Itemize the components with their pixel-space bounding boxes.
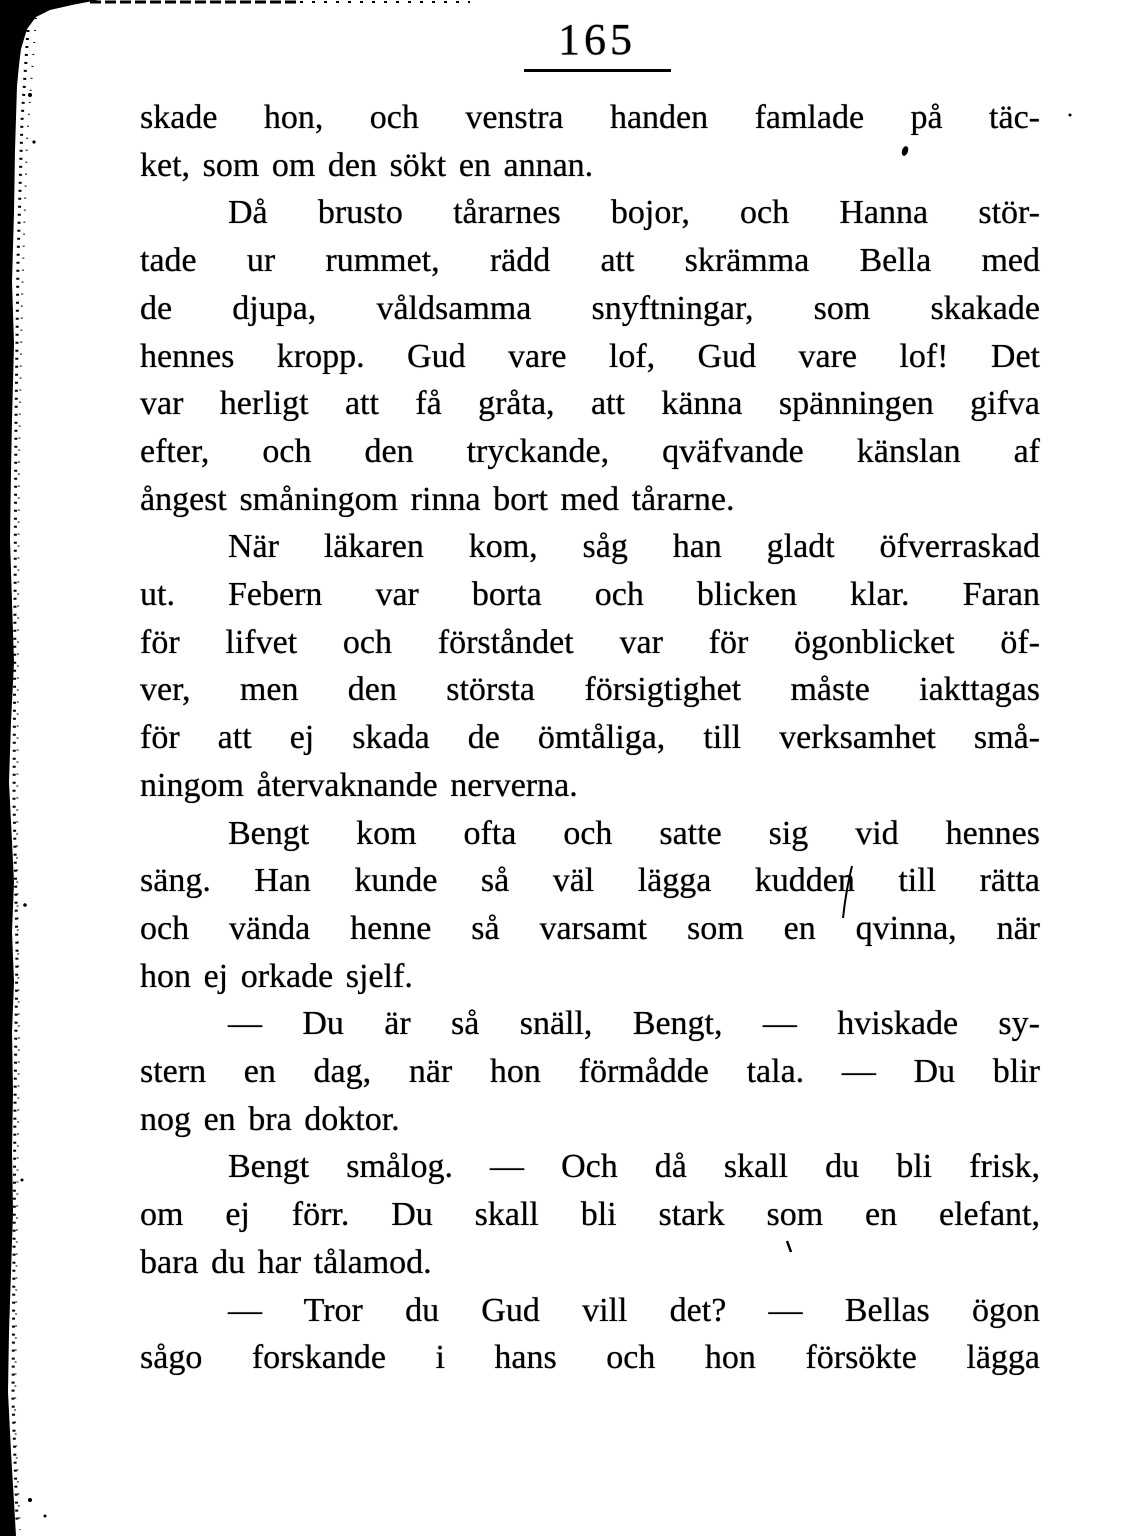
text-line: och vända henne så varsamt som en qvinna, när <box>140 909 1040 947</box>
text-line: Bengt smålog. — Och då skall du bli frisk, <box>228 1148 1040 1186</box>
ink-speck-9 <box>44 1515 47 1518</box>
text-line: hon ej orkade sjelf. <box>140 957 413 995</box>
text-line: sågo forskande i hans och hon försökte lägga <box>140 1339 1040 1377</box>
text-line: för att ej skada de ömtåliga, till verksamhet små- <box>140 719 1040 757</box>
binding-speckle-outer <box>15 18 36 1530</box>
ink-speck-7 <box>21 1179 24 1182</box>
binding-speckle-inner <box>13 30 28 1520</box>
text-line: stern en dag, när hon förmådde tala. — Du blir <box>140 1053 1040 1091</box>
text-line: var herligt att få gråta, att känna spänningen gifva <box>140 385 1040 423</box>
page-number-rule <box>524 69 671 72</box>
text-line: säng. Han kunde så väl lägga kudden till rätta <box>140 862 1040 900</box>
corner-smudge <box>0 0 98 205</box>
text-line: ångest småningom rinna bort med tårarne. <box>140 480 735 518</box>
text-line: skade hon, och venstra handen famlade på täc- <box>140 99 1040 136</box>
text-line: efter, och den tryckande, qväfvande känslan af <box>140 432 1040 470</box>
text-line: tade ur rummet, rädd att skrämma Bella med <box>140 242 1040 280</box>
text-line: nog en bra doktor. <box>140 1100 400 1138</box>
text-line: ut. Febern var borta och blicken klar. Faran <box>140 576 1040 614</box>
ink-speck-5 <box>32 140 35 143</box>
text-line: Bengt kom ofta och satte sig vid hennes <box>228 814 1040 852</box>
text-line: ningom återvaknande nerverna. <box>140 766 578 804</box>
ink-speck-6 <box>23 903 27 907</box>
text-line: för lifvet och förståndet var för ögonblicket öf- <box>140 623 1040 661</box>
text-line: hennes kropp. Gud vare lof, Gud vare lof! Det <box>140 337 1040 375</box>
text-line: om ej förr. Du skall bli stark som en elefant, <box>140 1196 1040 1234</box>
text-line: — Tror du Gud vill det? — Bellas ögon <box>228 1291 1040 1329</box>
text-line: ver, men den största försigtighet måste iakttagas <box>140 671 1040 709</box>
ink-speck-2 <box>1069 114 1072 117</box>
text-line: Då brusto tårarnes bojor, och Hanna stör- <box>228 194 1040 232</box>
page-header <box>447 15 747 64</box>
text-line: de djupa, våldsamma snyftningar, som skakade <box>140 289 1040 327</box>
binding-shadow-left <box>0 0 34 1536</box>
ink-speck-4 <box>28 93 32 97</box>
text-line: ket, som om den sökt en annan. <box>140 146 594 184</box>
text-line: bara du har tålamod. <box>140 1243 432 1281</box>
text-line: — Du är så snäll, Bengt, — hviskade sy- <box>228 1005 1040 1043</box>
text-line: När läkaren kom, såg han gladt öfverraskad <box>228 528 1040 566</box>
page-number: 165 <box>558 15 636 64</box>
text-block <box>140 94 1040 1382</box>
ink-speck-8 <box>28 1498 32 1502</box>
